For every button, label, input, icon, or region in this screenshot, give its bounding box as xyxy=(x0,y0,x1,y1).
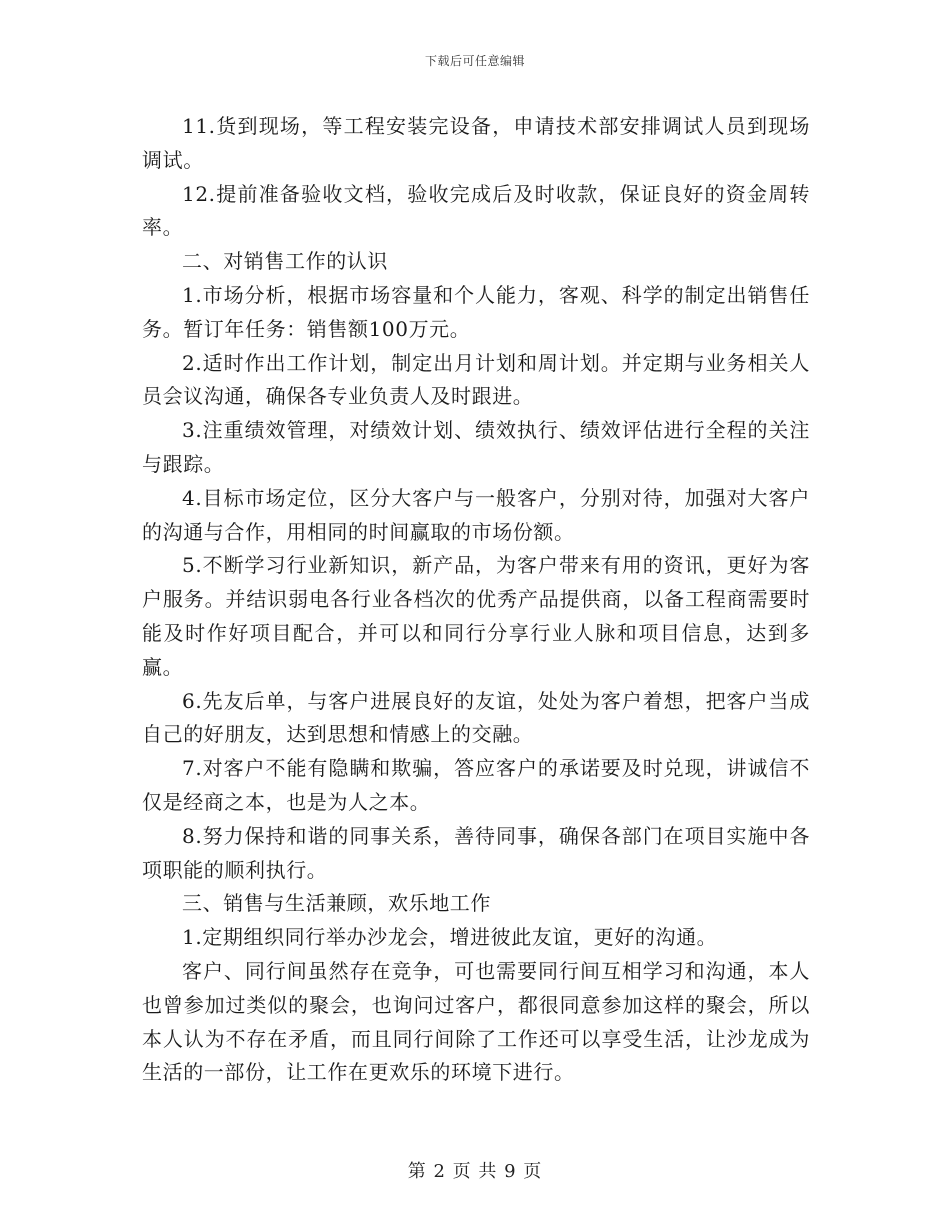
paragraph-item-11: 11.货到现场，等工程安装完设备，申请技术部安排调试人员到现场调试。 xyxy=(142,114,810,172)
section-heading-2: 二、对销售工作的认识 xyxy=(182,249,388,274)
paragraph-item-3: 3.注重绩效管理，对绩效计划、绩效执行、绩效评估进行全程的关注与跟踪。 xyxy=(142,418,810,476)
paragraph-item-1: 1.市场分析，根据市场容量和个人能力，客观、科学的制定出销售任务。暂订年任务：销售额100万元。 xyxy=(142,282,810,341)
paragraph-item-4: 4.目标市场定位，区分大客户与一般客户，分别对待，加强对大客户的沟通与合作，用相同的时间赢取的市场份额。 xyxy=(142,485,810,544)
page-header: 下载后可任意编辑 xyxy=(424,54,525,68)
paragraph-item-7: 7.对客户不能有隐瞒和欺骗，答应客户的承诺要及时兑现，讲诚信不仅是经商之本，也是为人之本。 xyxy=(142,756,810,814)
page-number-footer: 第 2 页 共 9 页 xyxy=(407,1161,543,1182)
section-heading-3: 三、销售与生活兼顾，欢乐地工作 xyxy=(182,891,491,916)
paragraph-item-5: 5.不断学习行业新知识，新产品，为客户带来有用的资讯，更好为客户服务。并结识弱电各行业各档次的优秀产品提供商，以备工程商需要时能及时作好项目配合，并可以和同行分享行业人脉和项目信息，达到多赢。 xyxy=(142,553,810,679)
paragraph-salon-1: 1.定期组织同行举办沙龙会，增进彼此友谊，更好的沟通。 xyxy=(182,925,718,950)
paragraph-salon-body: 客户、同行间虽然存在竞争，可也需要同行间互相学习和沟通，本人也曾参加过类似的聚会，也询问过客户，都很同意参加这样的聚会，所以本人认为不存在矛盾，而且同行间除了工作还可以享受生活，让沙龙成为生活的一部份，让工作在更欢乐的环境下进行。 xyxy=(142,958,810,1085)
paragraph-item-12: 12.提前准备验收文档，验收完成后及时收款，保证良好的资金周转率。 xyxy=(142,181,810,240)
document-body xyxy=(142,110,810,1090)
paragraph-item-2: 2.适时作出工作计划，制定出月计划和周计划。并定期与业务相关人员会议沟通，确保各专业负责人及时跟进。 xyxy=(142,350,810,409)
paragraph-item-8: 8.努力保持和谐的同事关系，善待同事，确保各部门在项目实施中各项职能的顺利执行。 xyxy=(142,823,810,882)
paragraph-item-6: 6.先友后单，与客户进展良好的友谊，处处为客户着想，把客户当成自己的好朋友，达到思想和情感上的交融。 xyxy=(142,688,810,747)
